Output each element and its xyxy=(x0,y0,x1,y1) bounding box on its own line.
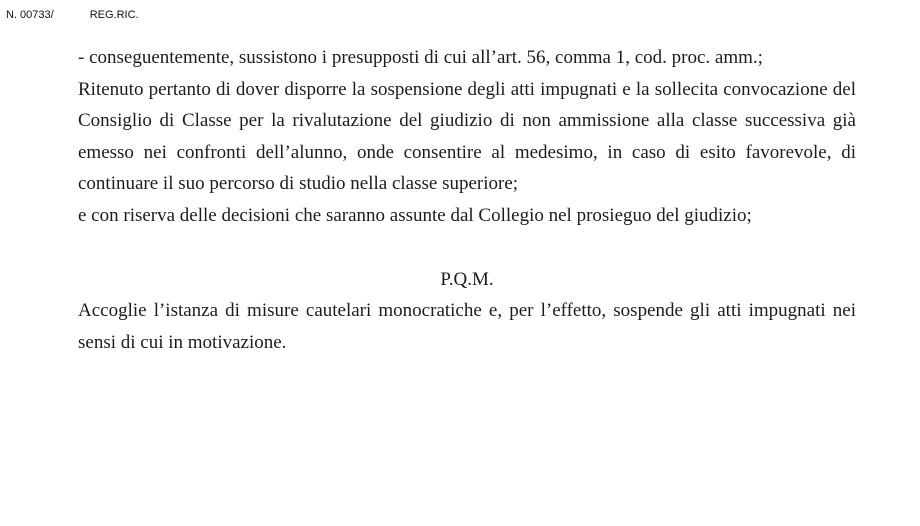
paragraph-conseguentemente: - conseguentemente, sussistono i presupposti di cui all’art. 56, comma 1, cod. proc. amm.; xyxy=(78,47,763,68)
paragraph-ritenuto: Ritenuto pertanto di dover disporre la sospensione degli atti impugnati e la sollecita convocazione del Consiglio di Classe per la rivalutazione del giudizio di non ammissione alla classe successiva già emesso nei confronti dell’alunno, onde consentire al medesimo, in caso di esito favorevole, di continuare il suo percorso di studio nella classe superiore; xyxy=(78,78,856,195)
register-type: REG.RIC. xyxy=(89,9,139,21)
section-spacer xyxy=(78,232,856,264)
document-header xyxy=(6,8,139,21)
redacted-number-block xyxy=(54,8,90,20)
paragraph-accoglie: Accoglie l’istanza di misure cautelari monocratiche e, per l’effetto, sospende gli atti impugnati nei sensi di cui in motivazione. xyxy=(78,300,856,353)
paragraph-riserva: e con riserva delle decisioni che saranno assunte dal Collegio nel prosieguo del giudizio; xyxy=(78,204,752,226)
document-body xyxy=(78,42,856,358)
pqm-heading: P.Q.M. xyxy=(440,268,494,290)
register-number: N. 00733/ xyxy=(6,9,54,21)
